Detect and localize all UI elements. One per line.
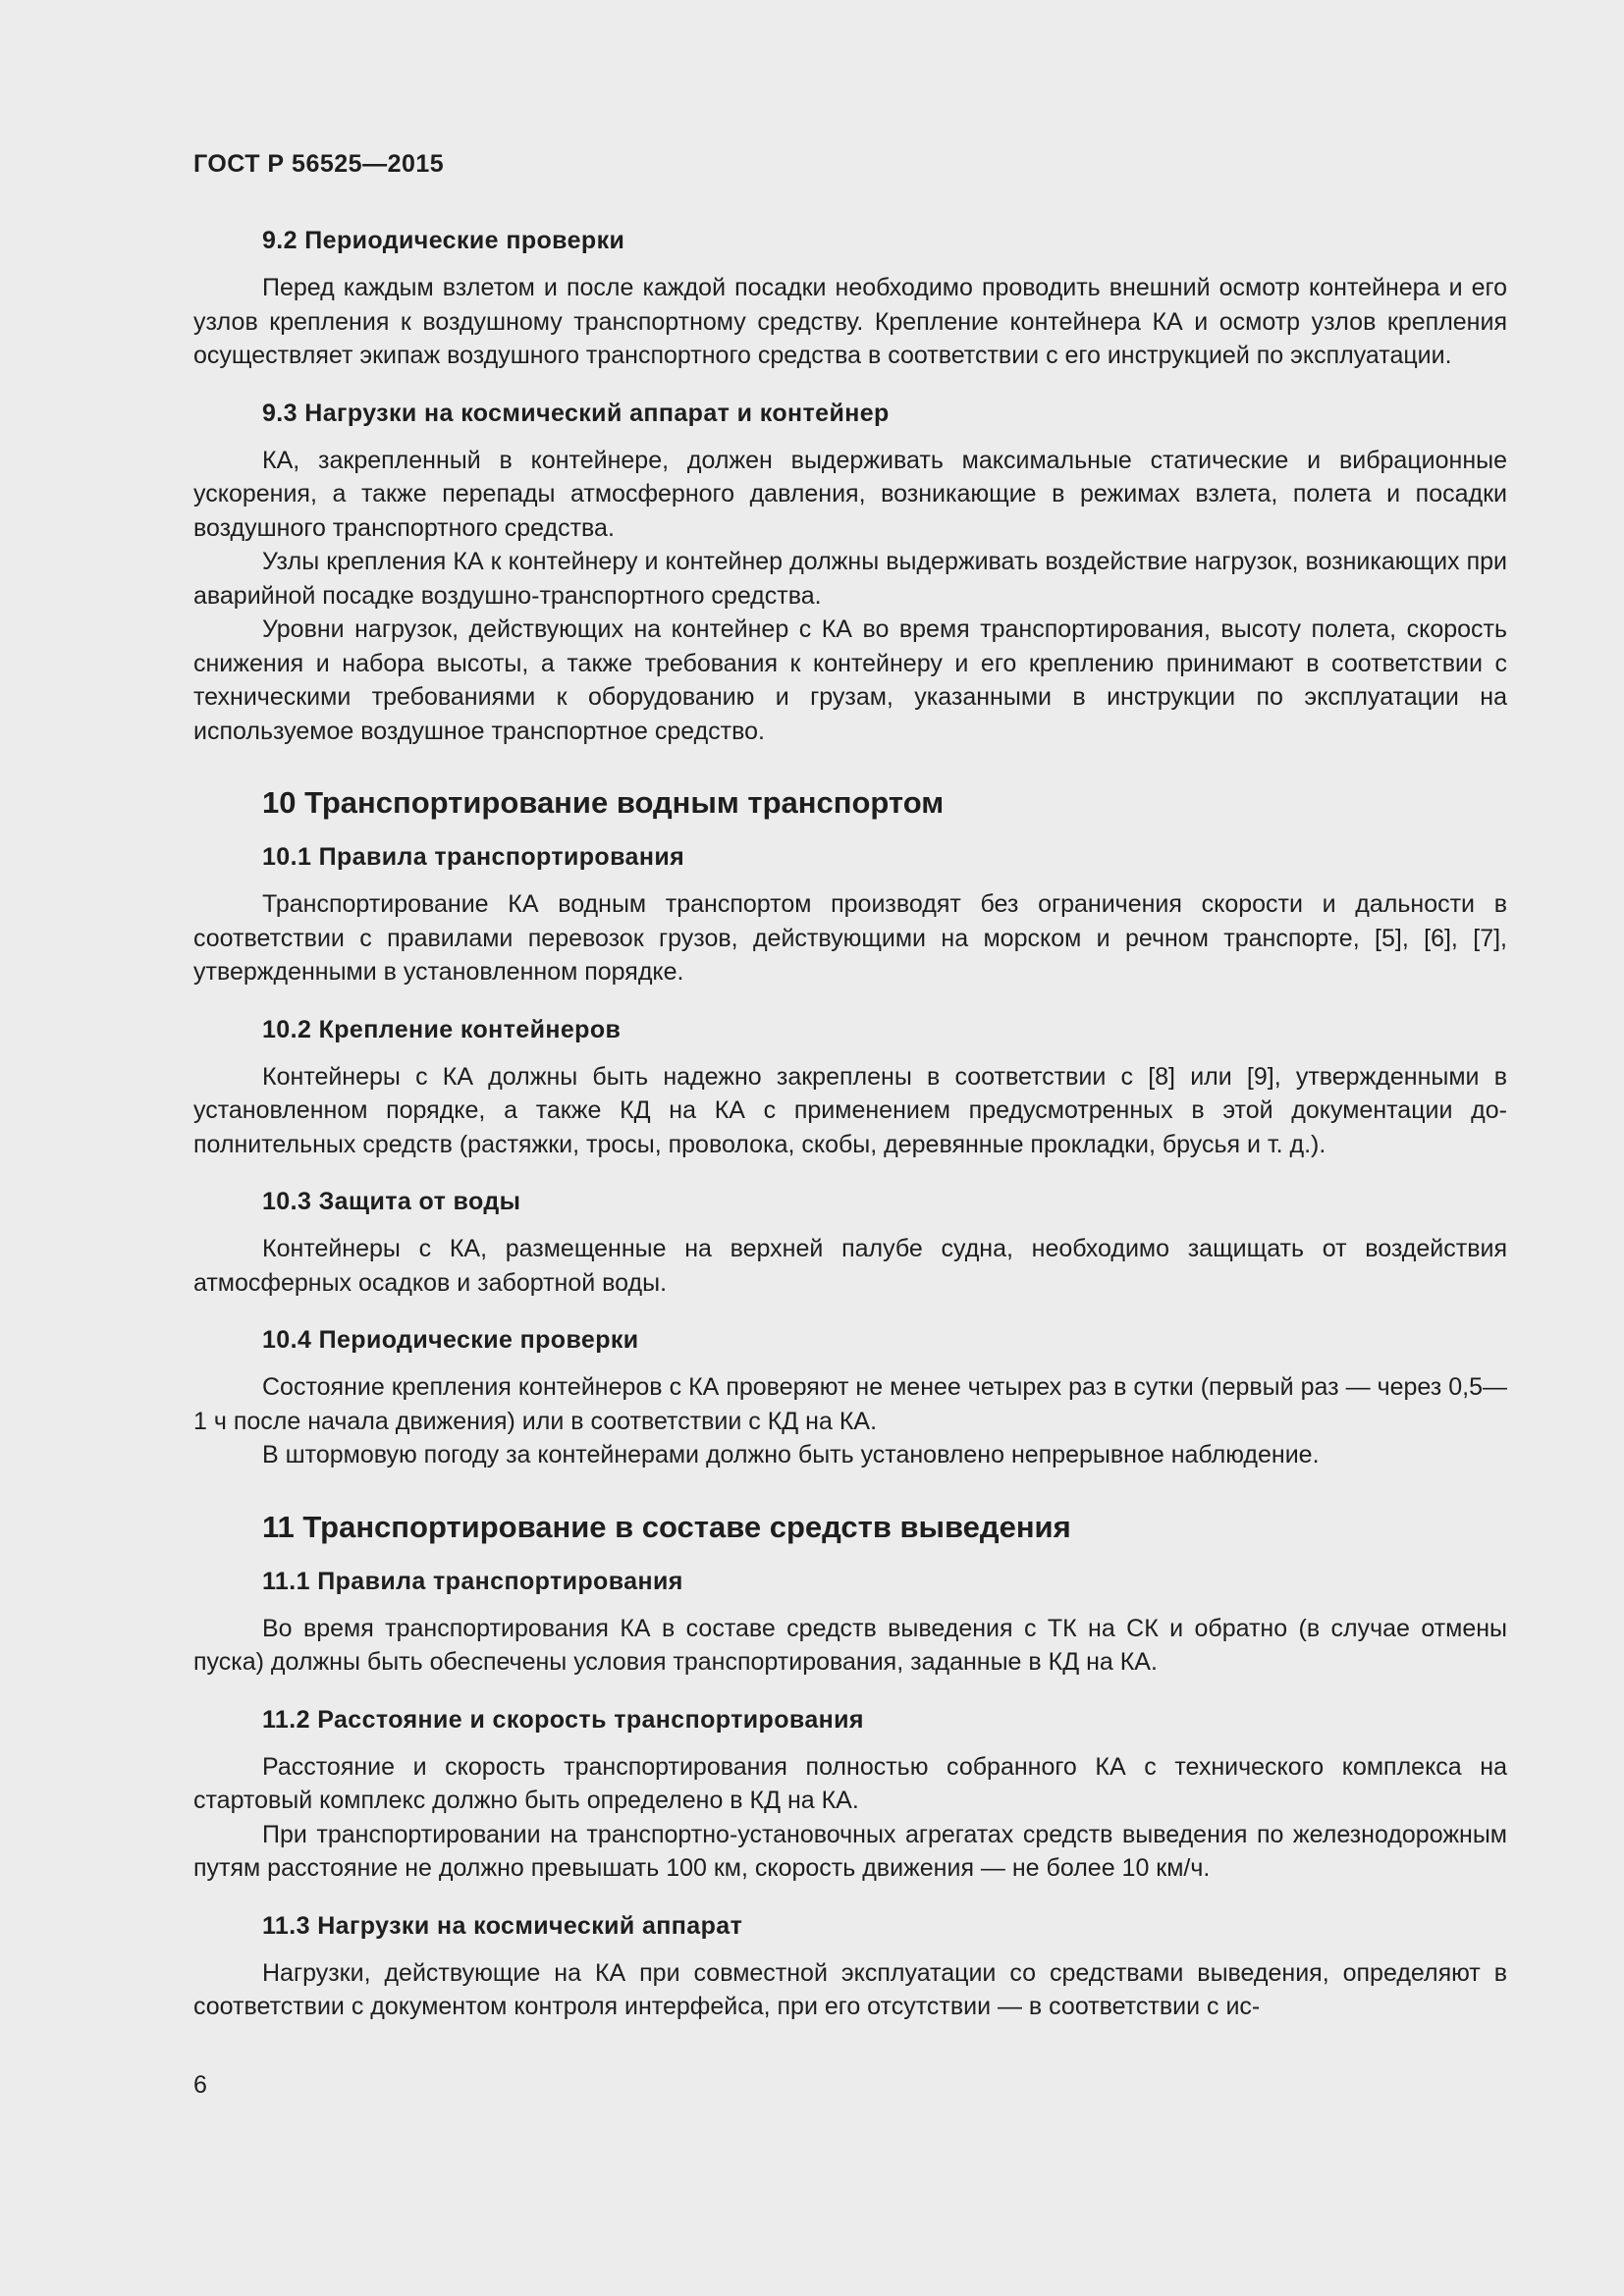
- paragraph: Во время транспортирования КА в составе средств выведения с ТК на СК и обратно (в случае отмены пуска) должны быть обеспечены условия транспортирования, заданные в КД на КА.: [193, 1614, 1507, 1676]
- subsection-title: 10.2 Крепление контейнеров: [262, 1015, 622, 1043]
- paragraph: Контейнеры с КА должны быть надежно закреплены в соответствии с [8] или [9], утвержденными в установленном порядке, а также КД на КА с применением предусмотренных в этой документации дополнительных средств (растяжки, тросы, проволока, скобы, деревянные прокладки, брусья и т. д.).: [193, 1062, 1507, 1158]
- subsection-title: 9.3 Нагрузки на космический аппарат и контейнер: [262, 399, 890, 427]
- subsection-title: 11.1 Правила транспортирования: [262, 1567, 683, 1595]
- paragraph: КА, закрепленный в контейнере, должен выдерживать максимальные статические и вибрационные ускорения, а также перепады атмосферного давления, возникающие в режимах взлета, полета и посадки воздушного транспортного средства.: [193, 446, 1507, 542]
- paragraph: При транспортировании на транспортно-установочных агрегатах средств выведения по железнодорожным путям расстояние не должно превышать 100 км, скорость движения — не более 10 км/ч.: [193, 1820, 1507, 1882]
- paragraph: Уровни нагрузок, действующих на контейнер с КА во время транспортирования, высоту полета, скорость снижения и набора высоты, а также требования к контейнеру и его креплению принимают в соответствии с техническими требованиями к оборудованию и грузам, указанными в инструкции по эксплуатации на используемое воздушное транспортное средство.: [193, 615, 1507, 745]
- paragraph: Нагрузки, действующие на КА при совместной эксплуатации со средствами выведения, определяют в соответствии с документом контроля интерфейса, при его отсутствии — в соответствии с ис-: [193, 1958, 1507, 2020]
- subsection-title: 11.3 Нагрузки на космический аппарат: [262, 1911, 743, 1940]
- paragraph: В штормовую погоду за контейнерами должно быть установлено непрерывное наблюдение.: [262, 1441, 1320, 1468]
- subsection-title: 11.2 Расстояние и скорость транспортирования: [262, 1705, 864, 1734]
- document-header-id: ГОСТ Р 56525—2015: [193, 150, 445, 178]
- section-11: [193, 1508, 1507, 1547]
- subsection-11-3: [193, 1909, 1507, 2024]
- subsection-11-2: [193, 1703, 1507, 1886]
- subsection-title: 10.4 Периодические проверки: [262, 1326, 639, 1354]
- document-body: [193, 224, 1507, 2048]
- section-title: 11 Транспортирование в составе средств выведения: [262, 1509, 1071, 1544]
- subsection-9-3: [193, 397, 1507, 749]
- subsection-10-3: [193, 1185, 1507, 1300]
- subsection-10-4: [193, 1323, 1507, 1472]
- section-title: 10 Транспортирование водным транспортом: [262, 785, 945, 820]
- subsection-9-2: [193, 224, 1507, 373]
- subsection-title: 10.3 Защита от воды: [262, 1188, 521, 1215]
- section-10: [193, 783, 1507, 823]
- subsection-11-1: [193, 1565, 1507, 1680]
- page-number: 6: [193, 2071, 207, 2099]
- document-page: [193, 0, 1507, 2296]
- paragraph: Контейнеры с КА, размещенные на верхней палубе судна, необходимо защищать от воздействия атмосферных осадков и забортной воды.: [193, 1235, 1507, 1297]
- paragraph: Узлы крепления КА к контейнеру и контейнер должны выдерживать воздействие нагрузок, возникающих при аварийной посадке воздушно-транспортного средства.: [193, 548, 1507, 610]
- subsection-10-1: [193, 840, 1507, 989]
- paragraph: Перед каждым взлетом и после каждой посадки необходимо проводить внешний осмотр контейнера и его узлов крепления к воздушному транспортному средству. Крепление контейнера КА и осмотр узлов крепления осуществляет экипаж воздушного транспортного средства в соответствии с его инструкцией по эксплуатации.: [193, 274, 1507, 369]
- subsection-title: 9.2 Периодические проверки: [262, 227, 625, 254]
- paragraph: Транспортирование КА водным транспортом производят без ограничения скорости и дальности в соответствии с правилами перевозок грузов, действующими на морском и речном транспорте, [5], [6], [7], утвержденными в установленном порядке.: [193, 890, 1507, 986]
- subsection-10-2: [193, 1013, 1507, 1162]
- subsection-title: 10.1 Правила транспортирования: [262, 843, 685, 871]
- paragraph: Состояние крепления контейнеров с КА проверяют не менее четырех раз в сутки (первый раз — через 0,5—1 ч после начала движения) или в соответствии с КД на КА.: [193, 1373, 1507, 1435]
- paragraph: Расстояние и скорость транспортирования полностью собранного КА с технического комплекса на стартовый комплекс должно быть определено в КД на КА.: [193, 1752, 1507, 1814]
